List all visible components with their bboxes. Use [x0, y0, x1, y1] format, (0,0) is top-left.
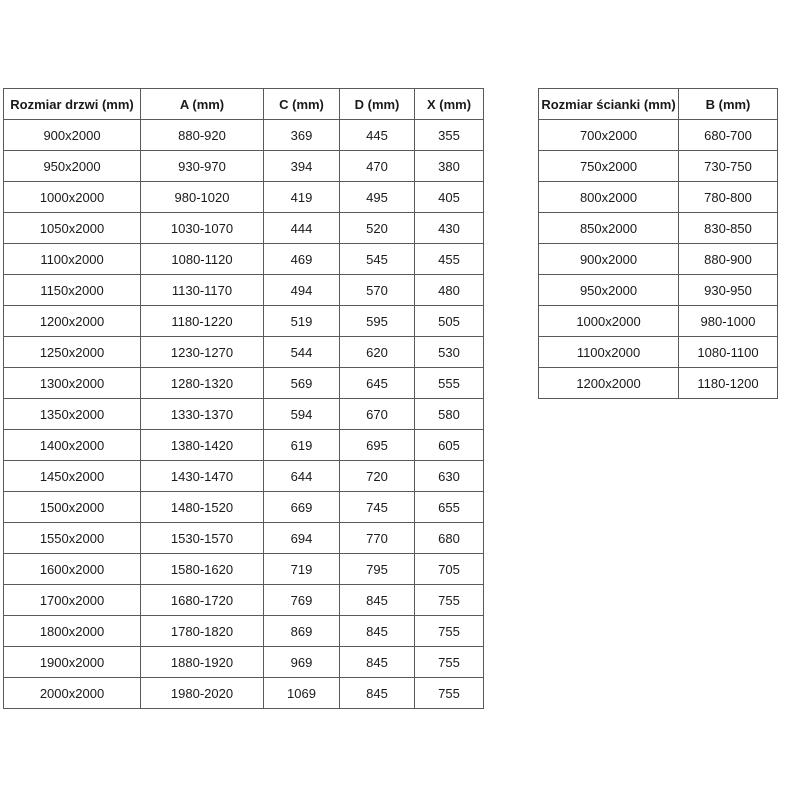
table-cell: 1600x2000 — [4, 554, 141, 585]
table-cell: 795 — [340, 554, 415, 585]
wall-sizes-table — [538, 88, 778, 399]
table-cell: 1400x2000 — [4, 430, 141, 461]
table-cell: 719 — [264, 554, 340, 585]
table-cell: 1200x2000 — [539, 368, 679, 399]
table-cell: 755 — [415, 647, 484, 678]
table-cell: 694 — [264, 523, 340, 554]
column-header: X (mm) — [415, 89, 484, 120]
column-header: B (mm) — [679, 89, 778, 120]
table-cell: 1069 — [264, 678, 340, 709]
table-cell: 1480-1520 — [141, 492, 264, 523]
table-cell: 770 — [340, 523, 415, 554]
table-row — [4, 244, 484, 275]
table-cell: 769 — [264, 585, 340, 616]
table-cell: 469 — [264, 244, 340, 275]
table-cell: 830-850 — [679, 213, 778, 244]
table-cell: 630 — [415, 461, 484, 492]
table-row — [4, 151, 484, 182]
table-row — [539, 213, 778, 244]
table-cell: 1200x2000 — [4, 306, 141, 337]
table-cell: 1280-1320 — [141, 368, 264, 399]
table-cell: 670 — [340, 399, 415, 430]
table-cell: 755 — [415, 585, 484, 616]
table-row — [539, 306, 778, 337]
table-cell: 1580-1620 — [141, 554, 264, 585]
table-cell: 1130-1170 — [141, 275, 264, 306]
table-cell: 555 — [415, 368, 484, 399]
table-cell: 369 — [264, 120, 340, 151]
table-cell: 2000x2000 — [4, 678, 141, 709]
table-cell: 845 — [340, 616, 415, 647]
table-cell: 1230-1270 — [141, 337, 264, 368]
column-header: Rozmiar drzwi (mm) — [4, 89, 141, 120]
table-cell: 950x2000 — [4, 151, 141, 182]
table-cell: 594 — [264, 399, 340, 430]
table-cell: 570 — [340, 275, 415, 306]
table-cell: 1680-1720 — [141, 585, 264, 616]
table-cell: 445 — [340, 120, 415, 151]
table-cell: 519 — [264, 306, 340, 337]
table-cell: 720 — [340, 461, 415, 492]
table-cell: 1300x2000 — [4, 368, 141, 399]
table-cell: 750x2000 — [539, 151, 679, 182]
table-cell: 700x2000 — [539, 120, 679, 151]
table-cell: 620 — [340, 337, 415, 368]
table-row — [4, 120, 484, 151]
table-cell: 1330-1370 — [141, 399, 264, 430]
table-cell: 544 — [264, 337, 340, 368]
table-cell: 1250x2000 — [4, 337, 141, 368]
table-row — [4, 461, 484, 492]
table-cell: 1050x2000 — [4, 213, 141, 244]
table-cell: 845 — [340, 647, 415, 678]
table-row — [4, 275, 484, 306]
table-cell: 1380-1420 — [141, 430, 264, 461]
table-cell: 480 — [415, 275, 484, 306]
table-cell: 495 — [340, 182, 415, 213]
table-row — [539, 275, 778, 306]
table-cell: 1550x2000 — [4, 523, 141, 554]
table-cell: 950x2000 — [539, 275, 679, 306]
table-cell: 1080-1120 — [141, 244, 264, 275]
table-row — [539, 182, 778, 213]
table-cell: 1100x2000 — [539, 337, 679, 368]
table-cell: 850x2000 — [539, 213, 679, 244]
table-cell: 619 — [264, 430, 340, 461]
table-cell: 680-700 — [679, 120, 778, 151]
table-cell: 900x2000 — [4, 120, 141, 151]
table-cell: 430 — [415, 213, 484, 244]
table-cell: 1530-1570 — [141, 523, 264, 554]
table-row — [539, 337, 778, 368]
table-cell: 655 — [415, 492, 484, 523]
table-cell: 419 — [264, 182, 340, 213]
table-cell: 520 — [340, 213, 415, 244]
table-cell: 930-970 — [141, 151, 264, 182]
table-cell: 680 — [415, 523, 484, 554]
header-row — [4, 89, 484, 120]
table-row — [539, 120, 778, 151]
table-cell: 494 — [264, 275, 340, 306]
table-row — [4, 647, 484, 678]
table-cell: 444 — [264, 213, 340, 244]
table-cell: 530 — [415, 337, 484, 368]
table-cell: 695 — [340, 430, 415, 461]
header-row — [539, 89, 778, 120]
table-cell: 845 — [340, 585, 415, 616]
table-row — [4, 585, 484, 616]
table-cell: 930-950 — [679, 275, 778, 306]
table-cell: 1180-1200 — [679, 368, 778, 399]
table-row — [4, 430, 484, 461]
table-row — [4, 182, 484, 213]
table-cell: 880-920 — [141, 120, 264, 151]
table-cell: 800x2000 — [539, 182, 679, 213]
table-cell: 1150x2000 — [4, 275, 141, 306]
table-cell: 845 — [340, 678, 415, 709]
table-row — [4, 678, 484, 709]
table-cell: 1080-1100 — [679, 337, 778, 368]
table-row — [4, 554, 484, 585]
table-cell: 880-900 — [679, 244, 778, 275]
table-row — [4, 368, 484, 399]
table-cell: 1880-1920 — [141, 647, 264, 678]
table-cell: 1000x2000 — [4, 182, 141, 213]
table-cell: 755 — [415, 678, 484, 709]
table-cell: 780-800 — [679, 182, 778, 213]
table-row — [4, 399, 484, 430]
table-cell: 355 — [415, 120, 484, 151]
table-cell: 705 — [415, 554, 484, 585]
table-cell: 644 — [264, 461, 340, 492]
table-cell: 1450x2000 — [4, 461, 141, 492]
table-cell: 1800x2000 — [4, 616, 141, 647]
table-cell: 1500x2000 — [4, 492, 141, 523]
table-row — [4, 616, 484, 647]
table-row — [4, 337, 484, 368]
table-cell: 1780-1820 — [141, 616, 264, 647]
table-row — [539, 151, 778, 182]
table-cell: 1030-1070 — [141, 213, 264, 244]
table-cell: 1700x2000 — [4, 585, 141, 616]
table-cell: 1350x2000 — [4, 399, 141, 430]
table-cell: 455 — [415, 244, 484, 275]
table-cell: 380 — [415, 151, 484, 182]
table-cell: 969 — [264, 647, 340, 678]
table-cell: 595 — [340, 306, 415, 337]
table-row — [4, 523, 484, 554]
table-cell: 980-1020 — [141, 182, 264, 213]
table-cell: 470 — [340, 151, 415, 182]
table-row — [539, 368, 778, 399]
table-cell: 755 — [415, 616, 484, 647]
table-row — [4, 213, 484, 244]
table-cell: 869 — [264, 616, 340, 647]
table-cell: 745 — [340, 492, 415, 523]
table-cell: 569 — [264, 368, 340, 399]
table-cell: 1100x2000 — [4, 244, 141, 275]
table-cell: 505 — [415, 306, 484, 337]
table-cell: 394 — [264, 151, 340, 182]
door-sizes-table — [3, 88, 484, 709]
table-cell: 580 — [415, 399, 484, 430]
table-cell: 645 — [340, 368, 415, 399]
table-cell: 730-750 — [679, 151, 778, 182]
table-cell: 1900x2000 — [4, 647, 141, 678]
column-header: A (mm) — [141, 89, 264, 120]
table-cell: 405 — [415, 182, 484, 213]
table-cell: 669 — [264, 492, 340, 523]
table-row — [4, 306, 484, 337]
table-cell: 1180-1220 — [141, 306, 264, 337]
table-cell: 1430-1470 — [141, 461, 264, 492]
column-header: C (mm) — [264, 89, 340, 120]
table-row — [4, 492, 484, 523]
column-header: D (mm) — [340, 89, 415, 120]
table-cell: 900x2000 — [539, 244, 679, 275]
table-cell: 980-1000 — [679, 306, 778, 337]
table-cell: 545 — [340, 244, 415, 275]
table-cell: 1000x2000 — [539, 306, 679, 337]
table-cell: 1980-2020 — [141, 678, 264, 709]
table-cell: 605 — [415, 430, 484, 461]
table-row — [539, 244, 778, 275]
column-header: Rozmiar ścianki (mm) — [539, 89, 679, 120]
